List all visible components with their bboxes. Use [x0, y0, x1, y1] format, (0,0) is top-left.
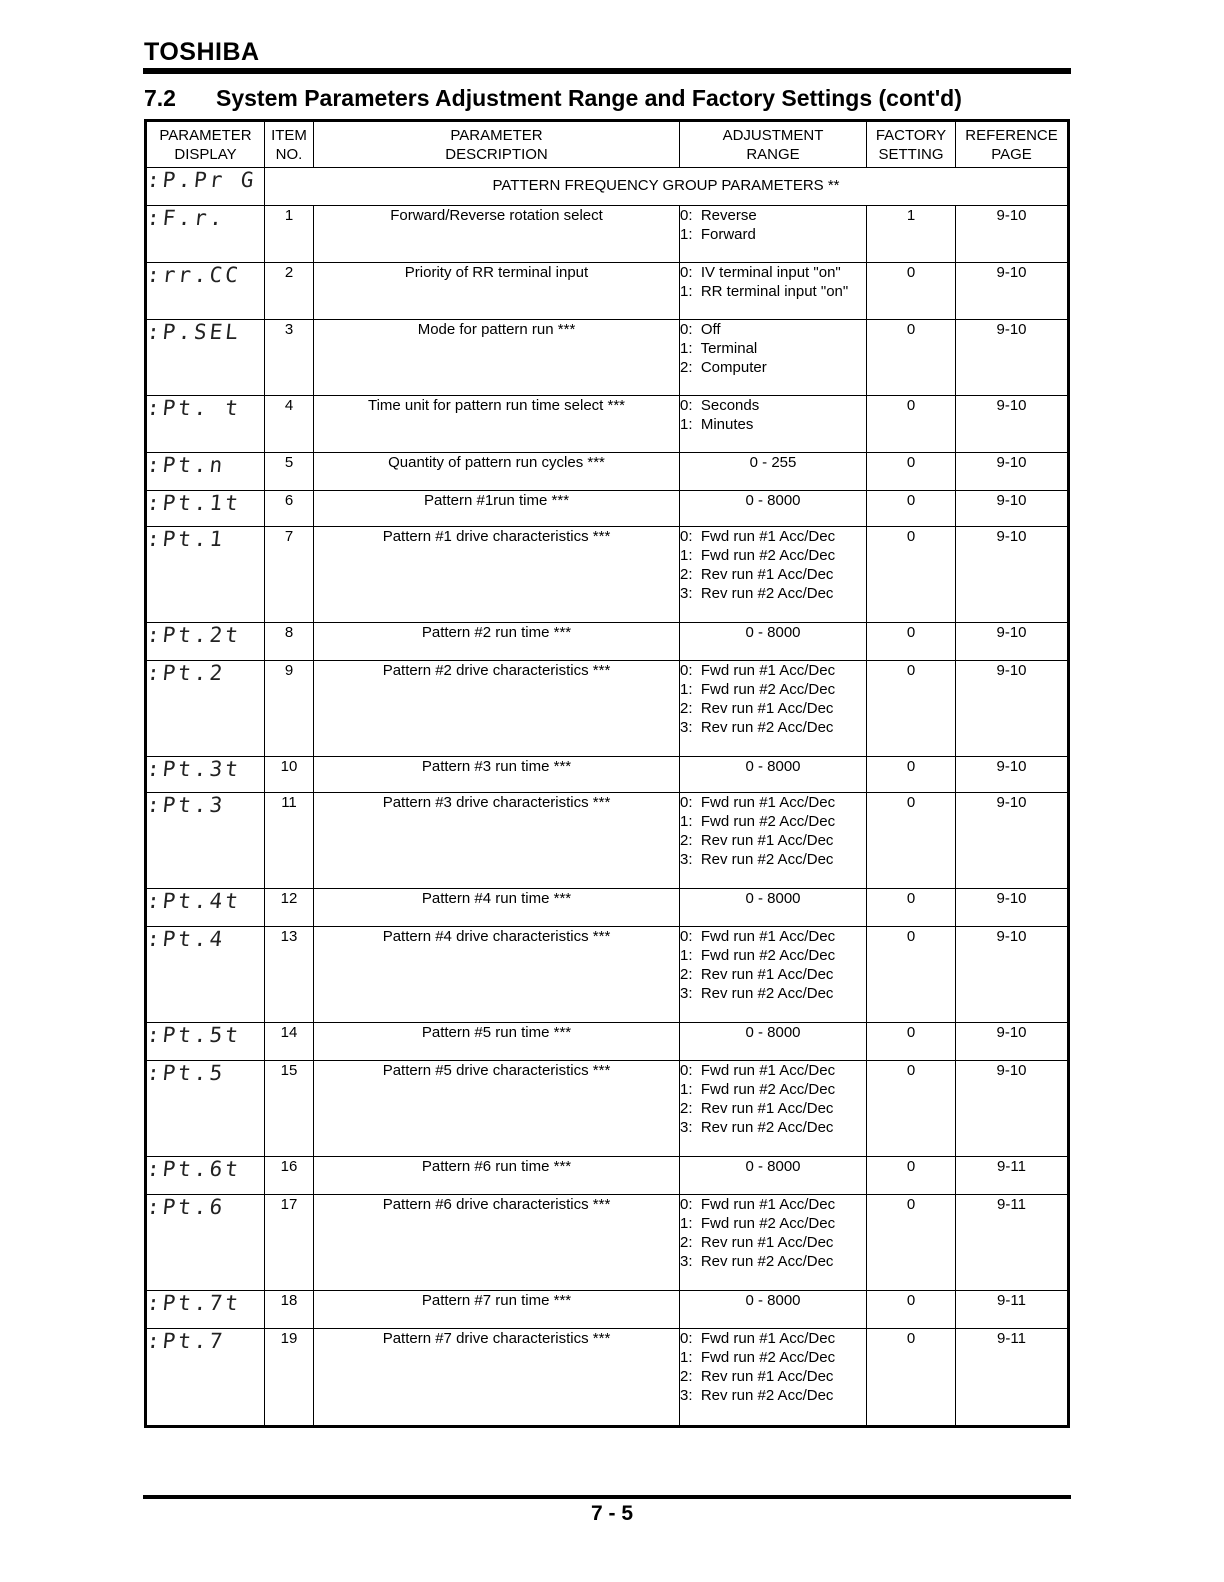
parameter-display-cell: [146, 623, 265, 661]
range-option: 1: Fwd run #2 Acc/Dec: [680, 681, 836, 698]
item-number-cell: 14: [265, 1023, 314, 1061]
range-option: 2: Rev run #1 Acc/Dec: [680, 832, 834, 849]
description-cell: Pattern #3 run time ***: [314, 757, 680, 793]
item-number-cell: 17: [265, 1195, 314, 1291]
item-number-cell: 4: [265, 396, 314, 453]
item-number-cell: 12: [265, 889, 314, 927]
column-header-line: ITEM: [271, 127, 307, 144]
range-option: 2: Rev run #1 Acc/Dec: [680, 966, 834, 983]
reference-page-cell: 9-10: [956, 491, 1069, 527]
range-option: 2: Rev run #1 Acc/Dec: [680, 1368, 834, 1385]
parameter-display-cell: [146, 206, 265, 263]
column-header-line: ADJUSTMENT: [722, 127, 824, 144]
reference-page-cell: 9-10: [956, 453, 1069, 491]
reference-page-cell: 9-10: [956, 757, 1069, 793]
item-number-cell: 15: [265, 1061, 314, 1157]
range-option: 0 - 8000: [745, 758, 801, 775]
description-cell: Pattern #4 run time ***: [314, 889, 680, 927]
range-option: 1: Forward: [680, 226, 756, 243]
reference-page-cell: 9-10: [956, 396, 1069, 453]
factory-setting-cell: 0: [867, 263, 956, 320]
factory-setting-cell: 0: [867, 757, 956, 793]
parameter-display-cell: [146, 1061, 265, 1157]
range-option: 0 - 8000: [745, 1292, 801, 1309]
reference-page-cell: 9-11: [956, 1195, 1069, 1291]
column-header: [867, 121, 956, 168]
parameter-display-cell: [146, 491, 265, 527]
factory-setting-cell: 0: [867, 1291, 956, 1329]
reference-page-cell: 9-10: [956, 623, 1069, 661]
table-row: [146, 1291, 1069, 1329]
adjustment-range-cell: [680, 1157, 867, 1195]
description-cell: Pattern #3 drive characteristics ***: [314, 793, 680, 889]
table-row: [146, 396, 1069, 453]
section-heading: [144, 85, 962, 112]
adjustment-range-cell: [680, 793, 867, 889]
item-number-cell: 3: [265, 320, 314, 396]
range-option: 0: Fwd run #1 Acc/Dec: [680, 1062, 836, 1079]
column-header: [146, 121, 265, 168]
range-option: 3: Rev run #2 Acc/Dec: [680, 1253, 834, 1270]
table-row: [146, 661, 1069, 757]
column-header: [680, 121, 867, 168]
parameter-display-cell: [146, 927, 265, 1023]
seven-segment-code: :P.SEL: [145, 320, 243, 344]
factory-setting-cell: 0: [867, 1023, 956, 1061]
factory-setting-cell: 0: [867, 1329, 956, 1427]
adjustment-range-cell: [680, 1061, 867, 1157]
parameter-display-cell: [146, 527, 265, 623]
group-row: [146, 168, 1069, 206]
column-header-line: PAGE: [991, 146, 1032, 163]
range-option: 2: Rev run #1 Acc/Dec: [680, 1100, 834, 1117]
column-header-line: RANGE: [746, 146, 800, 163]
item-number-cell: 5: [265, 453, 314, 491]
range-option: 0: IV terminal input "on": [680, 264, 841, 281]
range-option: 0 - 8000: [745, 1024, 801, 1041]
range-option: 2: Rev run #1 Acc/Dec: [680, 566, 834, 583]
range-option: 0: Fwd run #1 Acc/Dec: [680, 794, 836, 811]
seven-segment-code: :Pt.5: [145, 1061, 227, 1085]
adjustment-range-cell: [680, 1329, 867, 1427]
factory-setting-cell: 0: [867, 320, 956, 396]
description-cell: Priority of RR terminal input: [314, 263, 680, 320]
table-header-row: [146, 121, 1069, 168]
range-option: 1: Fwd run #2 Acc/Dec: [680, 547, 836, 564]
seven-segment-code: :Pt.7t: [145, 1291, 243, 1315]
range-option: 0: Fwd run #1 Acc/Dec: [680, 528, 836, 545]
range-option: 0: Fwd run #1 Acc/Dec: [680, 1196, 836, 1213]
description-cell: Pattern #6 run time ***: [314, 1157, 680, 1195]
table-row: [146, 320, 1069, 396]
table-row: [146, 927, 1069, 1023]
item-number-cell: 16: [265, 1157, 314, 1195]
parameter-display-cell: [146, 1023, 265, 1061]
reference-page-cell: 9-10: [956, 263, 1069, 320]
seven-segment-code: :Pt.4: [145, 927, 227, 951]
factory-setting-cell: 1: [867, 206, 956, 263]
factory-setting-cell: 0: [867, 623, 956, 661]
factory-setting-cell: 0: [867, 453, 956, 491]
factory-setting-cell: 0: [867, 1195, 956, 1291]
description-cell: Pattern #5 run time ***: [314, 1023, 680, 1061]
seven-segment-code: :Pt.4t: [145, 889, 243, 913]
adjustment-range-cell: [680, 527, 867, 623]
description-cell: Quantity of pattern run cycles ***: [314, 453, 680, 491]
item-number-cell: 2: [265, 263, 314, 320]
column-header: [956, 121, 1069, 168]
reference-page-cell: 9-10: [956, 206, 1069, 263]
description-cell: Pattern #4 drive characteristics ***: [314, 927, 680, 1023]
seven-segment-code: :Pt. t: [145, 396, 243, 420]
range-option: 3: Rev run #2 Acc/Dec: [680, 1387, 834, 1404]
section-number: 7.2: [144, 85, 176, 111]
table-row: [146, 793, 1069, 889]
reference-page-cell: 9-11: [956, 1157, 1069, 1195]
range-option: 0: Fwd run #1 Acc/Dec: [680, 662, 836, 679]
range-option: 0 - 255: [749, 454, 797, 471]
table-row: [146, 206, 1069, 263]
item-number-cell: 6: [265, 491, 314, 527]
range-option: 3: Rev run #2 Acc/Dec: [680, 1119, 834, 1136]
table-row: [146, 453, 1069, 491]
group-label: PATTERN FREQUENCY GROUP PARAMETERS **: [265, 168, 1069, 206]
factory-setting-cell: 0: [867, 927, 956, 1023]
seven-segment-code: :Pt.1t: [145, 491, 243, 515]
seven-segment-code: :Pt.3: [145, 793, 227, 817]
adjustment-range-cell: [680, 396, 867, 453]
description-cell: Pattern #1run time ***: [314, 491, 680, 527]
adjustment-range-cell: [680, 263, 867, 320]
table-row: [146, 1023, 1069, 1061]
item-number-cell: 8: [265, 623, 314, 661]
range-option: 0: Off: [680, 321, 721, 338]
brand-logo-text: TOSHIBA: [144, 38, 260, 66]
table-row: [146, 1157, 1069, 1195]
column-header: [265, 121, 314, 168]
adjustment-range-cell: [680, 1291, 867, 1329]
description-cell: Pattern #7 run time ***: [314, 1291, 680, 1329]
range-option: 0: Fwd run #1 Acc/Dec: [680, 1330, 836, 1347]
table-row: [146, 1061, 1069, 1157]
reference-page-cell: 9-11: [956, 1329, 1069, 1427]
reference-page-cell: 9-11: [956, 1291, 1069, 1329]
reference-page-cell: 9-10: [956, 661, 1069, 757]
reference-page-cell: 9-10: [956, 889, 1069, 927]
parameter-display-cell: [146, 793, 265, 889]
factory-setting-cell: 0: [867, 889, 956, 927]
column-header-line: REFERENCE: [965, 127, 1058, 144]
item-number-cell: 10: [265, 757, 314, 793]
description-cell: Pattern #6 drive characteristics ***: [314, 1195, 680, 1291]
item-number-cell: 13: [265, 927, 314, 1023]
factory-setting-cell: 0: [867, 661, 956, 757]
range-option: 1: Minutes: [680, 416, 754, 433]
table-row: [146, 1195, 1069, 1291]
table-row: [146, 263, 1069, 320]
factory-setting-cell: 0: [867, 396, 956, 453]
adjustment-range-cell: [680, 320, 867, 396]
table-row: [146, 527, 1069, 623]
adjustment-range-cell: [680, 623, 867, 661]
column-header-line: FACTORY: [875, 127, 947, 144]
item-number-cell: 1: [265, 206, 314, 263]
column-header-line: PARAMETER: [159, 127, 252, 144]
seven-segment-code: :F.r.: [145, 206, 227, 230]
reference-page-cell: 9-10: [956, 927, 1069, 1023]
range-option: 0 - 8000: [745, 624, 801, 641]
range-option: 2: Rev run #1 Acc/Dec: [680, 700, 834, 717]
factory-setting-cell: 0: [867, 1061, 956, 1157]
description-cell: Mode for pattern run ***: [314, 320, 680, 396]
description-cell: Pattern #2 run time ***: [314, 623, 680, 661]
parameter-display-cell: [146, 757, 265, 793]
parameter-display-cell: [146, 453, 265, 491]
adjustment-range-cell: [680, 889, 867, 927]
parameter-display-cell: [146, 889, 265, 927]
description-cell: Pattern #1 drive characteristics ***: [314, 527, 680, 623]
parameter-display-cell: [146, 320, 265, 396]
factory-setting-cell: 0: [867, 527, 956, 623]
reference-page-cell: 9-10: [956, 793, 1069, 889]
seven-segment-code: :Pt.2: [145, 661, 227, 685]
adjustment-range-cell: [680, 1023, 867, 1061]
range-option: 1: Fwd run #2 Acc/Dec: [680, 1215, 836, 1232]
item-number-cell: 11: [265, 793, 314, 889]
description-cell: Time unit for pattern run time select ***: [314, 396, 680, 453]
reference-page-cell: 9-10: [956, 320, 1069, 396]
seven-segment-code: :Pt.6: [145, 1195, 227, 1219]
adjustment-range-cell: [680, 661, 867, 757]
parameter-display-cell: [146, 1157, 265, 1195]
reference-page-cell: 9-10: [956, 1023, 1069, 1061]
item-number-cell: 7: [265, 527, 314, 623]
description-cell: Pattern #2 drive characteristics ***: [314, 661, 680, 757]
table-row: [146, 623, 1069, 661]
range-option: 2: Computer: [680, 359, 767, 376]
range-option: 3: Rev run #2 Acc/Dec: [680, 851, 834, 868]
parameter-display-cell: [146, 661, 265, 757]
factory-setting-cell: 0: [867, 1157, 956, 1195]
range-option: 0 - 8000: [745, 890, 801, 907]
seven-segment-code: :Pt.n: [145, 453, 227, 477]
range-option: 3: Rev run #2 Acc/Dec: [680, 585, 834, 602]
range-option: 3: Rev run #2 Acc/Dec: [680, 719, 834, 736]
seven-segment-code: :Pt.6t: [145, 1157, 243, 1181]
reference-page-cell: 9-10: [956, 1061, 1069, 1157]
item-number-cell: 9: [265, 661, 314, 757]
column-header-line: DESCRIPTION: [445, 146, 548, 163]
parameter-display-cell: [146, 1329, 265, 1427]
seven-segment-code: :Pt.2t: [145, 623, 243, 647]
parameter-display-cell: [146, 1291, 265, 1329]
group-display-code: [146, 168, 265, 206]
parameter-display-cell: [146, 396, 265, 453]
table-row: [146, 889, 1069, 927]
range-option: 0 - 8000: [745, 1158, 801, 1175]
footer-rule: [143, 1495, 1071, 1499]
column-header-line: PARAMETER: [450, 127, 543, 144]
description-cell: Pattern #5 drive characteristics ***: [314, 1061, 680, 1157]
seven-segment-code: :P.Pr G: [145, 168, 258, 192]
header-rule: [143, 68, 1071, 74]
range-option: 1: Fwd run #2 Acc/Dec: [680, 1349, 836, 1366]
description-cell: Pattern #7 drive characteristics ***: [314, 1329, 680, 1427]
factory-setting-cell: 0: [867, 793, 956, 889]
range-option: 2: Rev run #1 Acc/Dec: [680, 1234, 834, 1251]
table-row: [146, 491, 1069, 527]
range-option: 0: Fwd run #1 Acc/Dec: [680, 928, 836, 945]
parameter-table: [144, 119, 1070, 1428]
page-number: 7 - 5: [590, 1502, 634, 1525]
section-title: System Parameters Adjustment Range and Factory Settings (cont'd): [216, 85, 962, 111]
column-header-line: DISPLAY: [174, 146, 237, 163]
adjustment-range-cell: [680, 206, 867, 263]
adjustment-range-cell: [680, 927, 867, 1023]
seven-segment-code: :Pt.3t: [145, 757, 243, 781]
seven-segment-code: :Pt.1: [145, 527, 227, 551]
range-option: 3: Rev run #2 Acc/Dec: [680, 985, 834, 1002]
seven-segment-code: :Pt.7: [145, 1329, 227, 1353]
adjustment-range-cell: [680, 453, 867, 491]
range-option: 1: Terminal: [680, 340, 758, 357]
description-cell: Forward/Reverse rotation select: [314, 206, 680, 263]
reference-page-cell: 9-10: [956, 527, 1069, 623]
table-row: [146, 757, 1069, 793]
adjustment-range-cell: [680, 491, 867, 527]
parameter-display-cell: [146, 1195, 265, 1291]
seven-segment-code: :rr.CC: [145, 263, 243, 287]
item-number-cell: 19: [265, 1329, 314, 1427]
range-option: 1: Fwd run #2 Acc/Dec: [680, 1081, 836, 1098]
range-option: 0: Seconds: [680, 397, 760, 414]
item-number-cell: 18: [265, 1291, 314, 1329]
adjustment-range-cell: [680, 1195, 867, 1291]
parameter-display-cell: [146, 263, 265, 320]
adjustment-range-cell: [680, 757, 867, 793]
column-header: [314, 121, 680, 168]
range-option: 0 - 8000: [745, 492, 801, 509]
range-option: 1: Fwd run #2 Acc/Dec: [680, 947, 836, 964]
table-row: [146, 1329, 1069, 1427]
column-header-line: SETTING: [878, 146, 944, 163]
column-header-line: NO.: [275, 146, 303, 163]
seven-segment-code: :Pt.5t: [145, 1023, 243, 1047]
range-option: 0: Reverse: [680, 207, 757, 224]
range-option: 1: Fwd run #2 Acc/Dec: [680, 813, 836, 830]
range-option: 1: RR terminal input "on": [680, 283, 849, 300]
factory-setting-cell: 0: [867, 491, 956, 527]
